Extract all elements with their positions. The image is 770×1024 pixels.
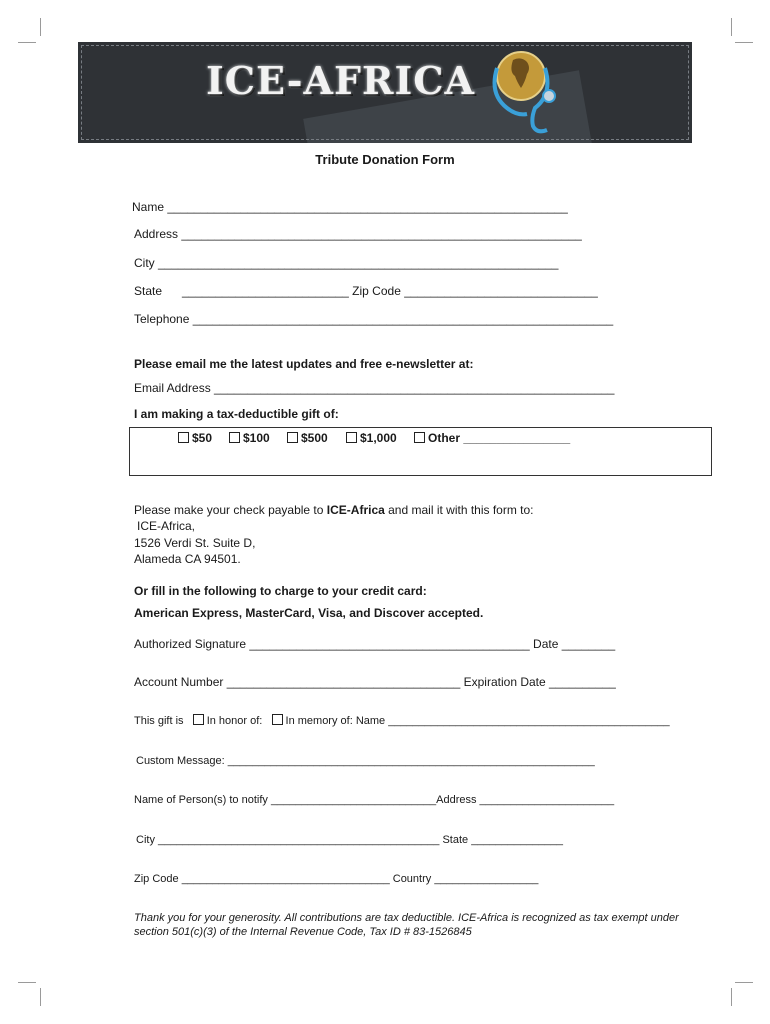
mail-address-line: Alameda CA 94501. — [134, 552, 241, 566]
checkbox[interactable] — [178, 432, 189, 443]
mail-address-line: 1526 Verdi St. Suite D, — [134, 536, 256, 550]
checkbox[interactable] — [414, 432, 425, 443]
custom-message-field[interactable]: Custom Message: ____________________________________________________________ — [136, 755, 595, 767]
gift-heading: I am making a tax-deductible gift of: — [134, 407, 339, 421]
gift-option-50[interactable]: $50 — [178, 431, 212, 446]
globe-stethoscope-icon — [483, 46, 563, 138]
state-zip-field[interactable]: _________________________ Zip Code _____________________________ — [182, 284, 598, 298]
notify-city-state-field[interactable]: City ______________________________________________ State _______________ — [136, 834, 563, 846]
crop-mark — [735, 42, 753, 43]
newsletter-heading: Please email me the latest updates and free e-newsletter at: — [134, 357, 474, 371]
form-title: Tribute Donation Form — [315, 152, 455, 167]
address-field[interactable]: Address ____________________________________________________________ — [134, 227, 582, 241]
checkbox[interactable] — [287, 432, 298, 443]
tax-exempt-note: Thank you for your generosity. All contributions are tax deductible. ICE-Africa is recognized as tax exempt under section 501(c)(3) of the Internal Revenue Code, Tax ID # 83-1526845 — [134, 912, 679, 938]
name-field[interactable]: Name ____________________________________________________________ — [132, 200, 568, 214]
checkbox[interactable] — [229, 432, 240, 443]
email-field[interactable]: Email Address ____________________________________________________________ — [134, 381, 615, 395]
crop-mark — [40, 18, 41, 36]
city-field[interactable]: City ____________________________________________________________ — [134, 256, 559, 270]
crop-mark — [731, 988, 732, 1006]
checkbox[interactable] — [346, 432, 357, 443]
mail-instructions: Please make your check payable to ICE-Africa and mail it with this form to: — [134, 503, 534, 517]
telephone-field[interactable]: Telephone _______________________________________________________________ — [134, 312, 614, 326]
logo-wordmark: ICE-AFRICA — [206, 58, 476, 103]
honor-checkbox[interactable] — [193, 714, 204, 725]
tribute-type: This gift is In honor of: In memory of: Name ______________________________________________ — [134, 715, 670, 727]
gift-option-1000[interactable]: $1,000 — [346, 431, 397, 446]
header-banner — [78, 42, 692, 143]
state-label: State — [134, 284, 163, 298]
crop-mark — [18, 982, 36, 983]
crop-mark — [18, 42, 36, 43]
notify-field[interactable]: Name of Person(s) to notify ___________________________Address ______________________ — [134, 794, 615, 806]
notify-zip-country-field[interactable]: Zip Code __________________________________ Country _________________ — [134, 873, 539, 885]
gift-option-500[interactable]: $500 — [287, 431, 328, 446]
memory-checkbox[interactable] — [272, 714, 283, 725]
account-field[interactable]: Account Number ___________________________________ Expiration Date __________ — [134, 675, 616, 689]
cards-accepted: American Express, MasterCard, Visa, and Discover accepted. — [134, 606, 484, 620]
gift-option-100[interactable]: $100 — [229, 431, 270, 446]
crop-mark — [731, 18, 732, 36]
credit-heading: Or fill in the following to charge to your credit card: — [134, 584, 427, 598]
mail-address-line: ICE-Africa, — [137, 519, 196, 533]
signature-field[interactable]: Authorized Signature __________________________________________ Date ________ — [134, 637, 616, 651]
crop-mark — [40, 988, 41, 1006]
gift-option-other[interactable]: Other ________________ — [414, 431, 570, 446]
crop-mark — [735, 982, 753, 983]
